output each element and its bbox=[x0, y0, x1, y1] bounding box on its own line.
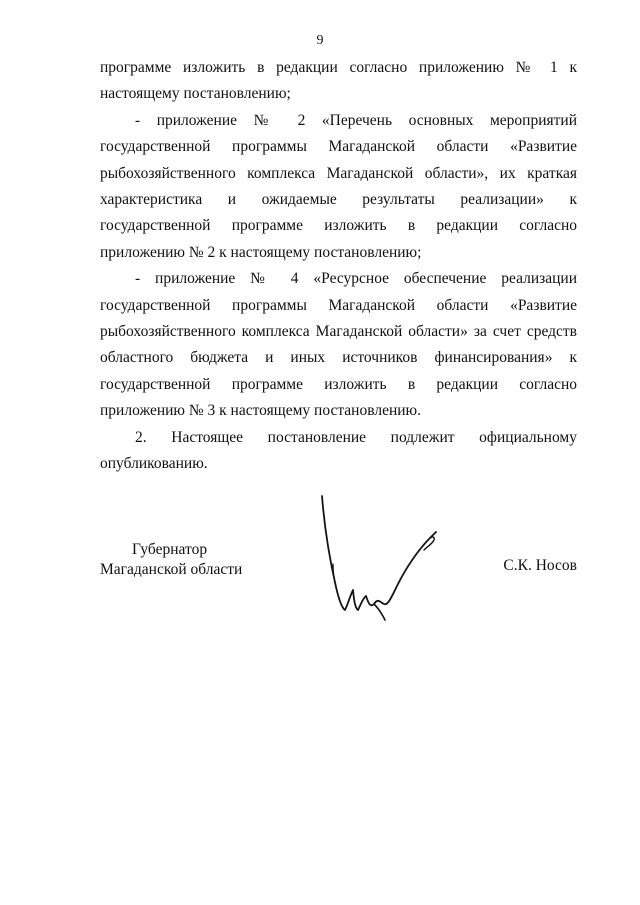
signatory-title bbox=[100, 540, 280, 580]
handwritten-signature bbox=[312, 492, 448, 624]
paragraph-appendix-4: - приложение № 4 «Ресурсное обеспечение реализации государственной программы Магаданской области «Развитие рыбохозяйственного комплекса Магаданской области» за счет средств областного бюджета и иных источников финансирования» к государственной программе изложить в редакции согласно приложению № 3 к настоящему постановлению. bbox=[100, 270, 577, 420]
paragraph-publication: 2. Настоящее постановление подлежит официальному опубликованию. bbox=[100, 428, 577, 473]
signatory-name: С.К. Носов bbox=[503, 557, 577, 574]
signatory-title-line1: Губернатор bbox=[132, 541, 208, 558]
page-number: 9 bbox=[316, 33, 324, 48]
paragraph-appendix-2: - приложение № 2 «Перечень основных мероприятий государственной программы Магаданской области «Развитие рыбохозяйственного комплекса Магаданской области», их краткая характеристика и ожидаемые результаты реализации» к государственной программе изложить в редакции согласно приложению № 2 к настоящему постановлению; bbox=[100, 111, 577, 261]
document-body bbox=[100, 55, 577, 478]
paragraph-continuation: программе изложить в редакции согласно приложению № 1 к настоящему постановлению; bbox=[100, 59, 577, 103]
signatory-title-line2: Магаданской области bbox=[100, 561, 243, 578]
